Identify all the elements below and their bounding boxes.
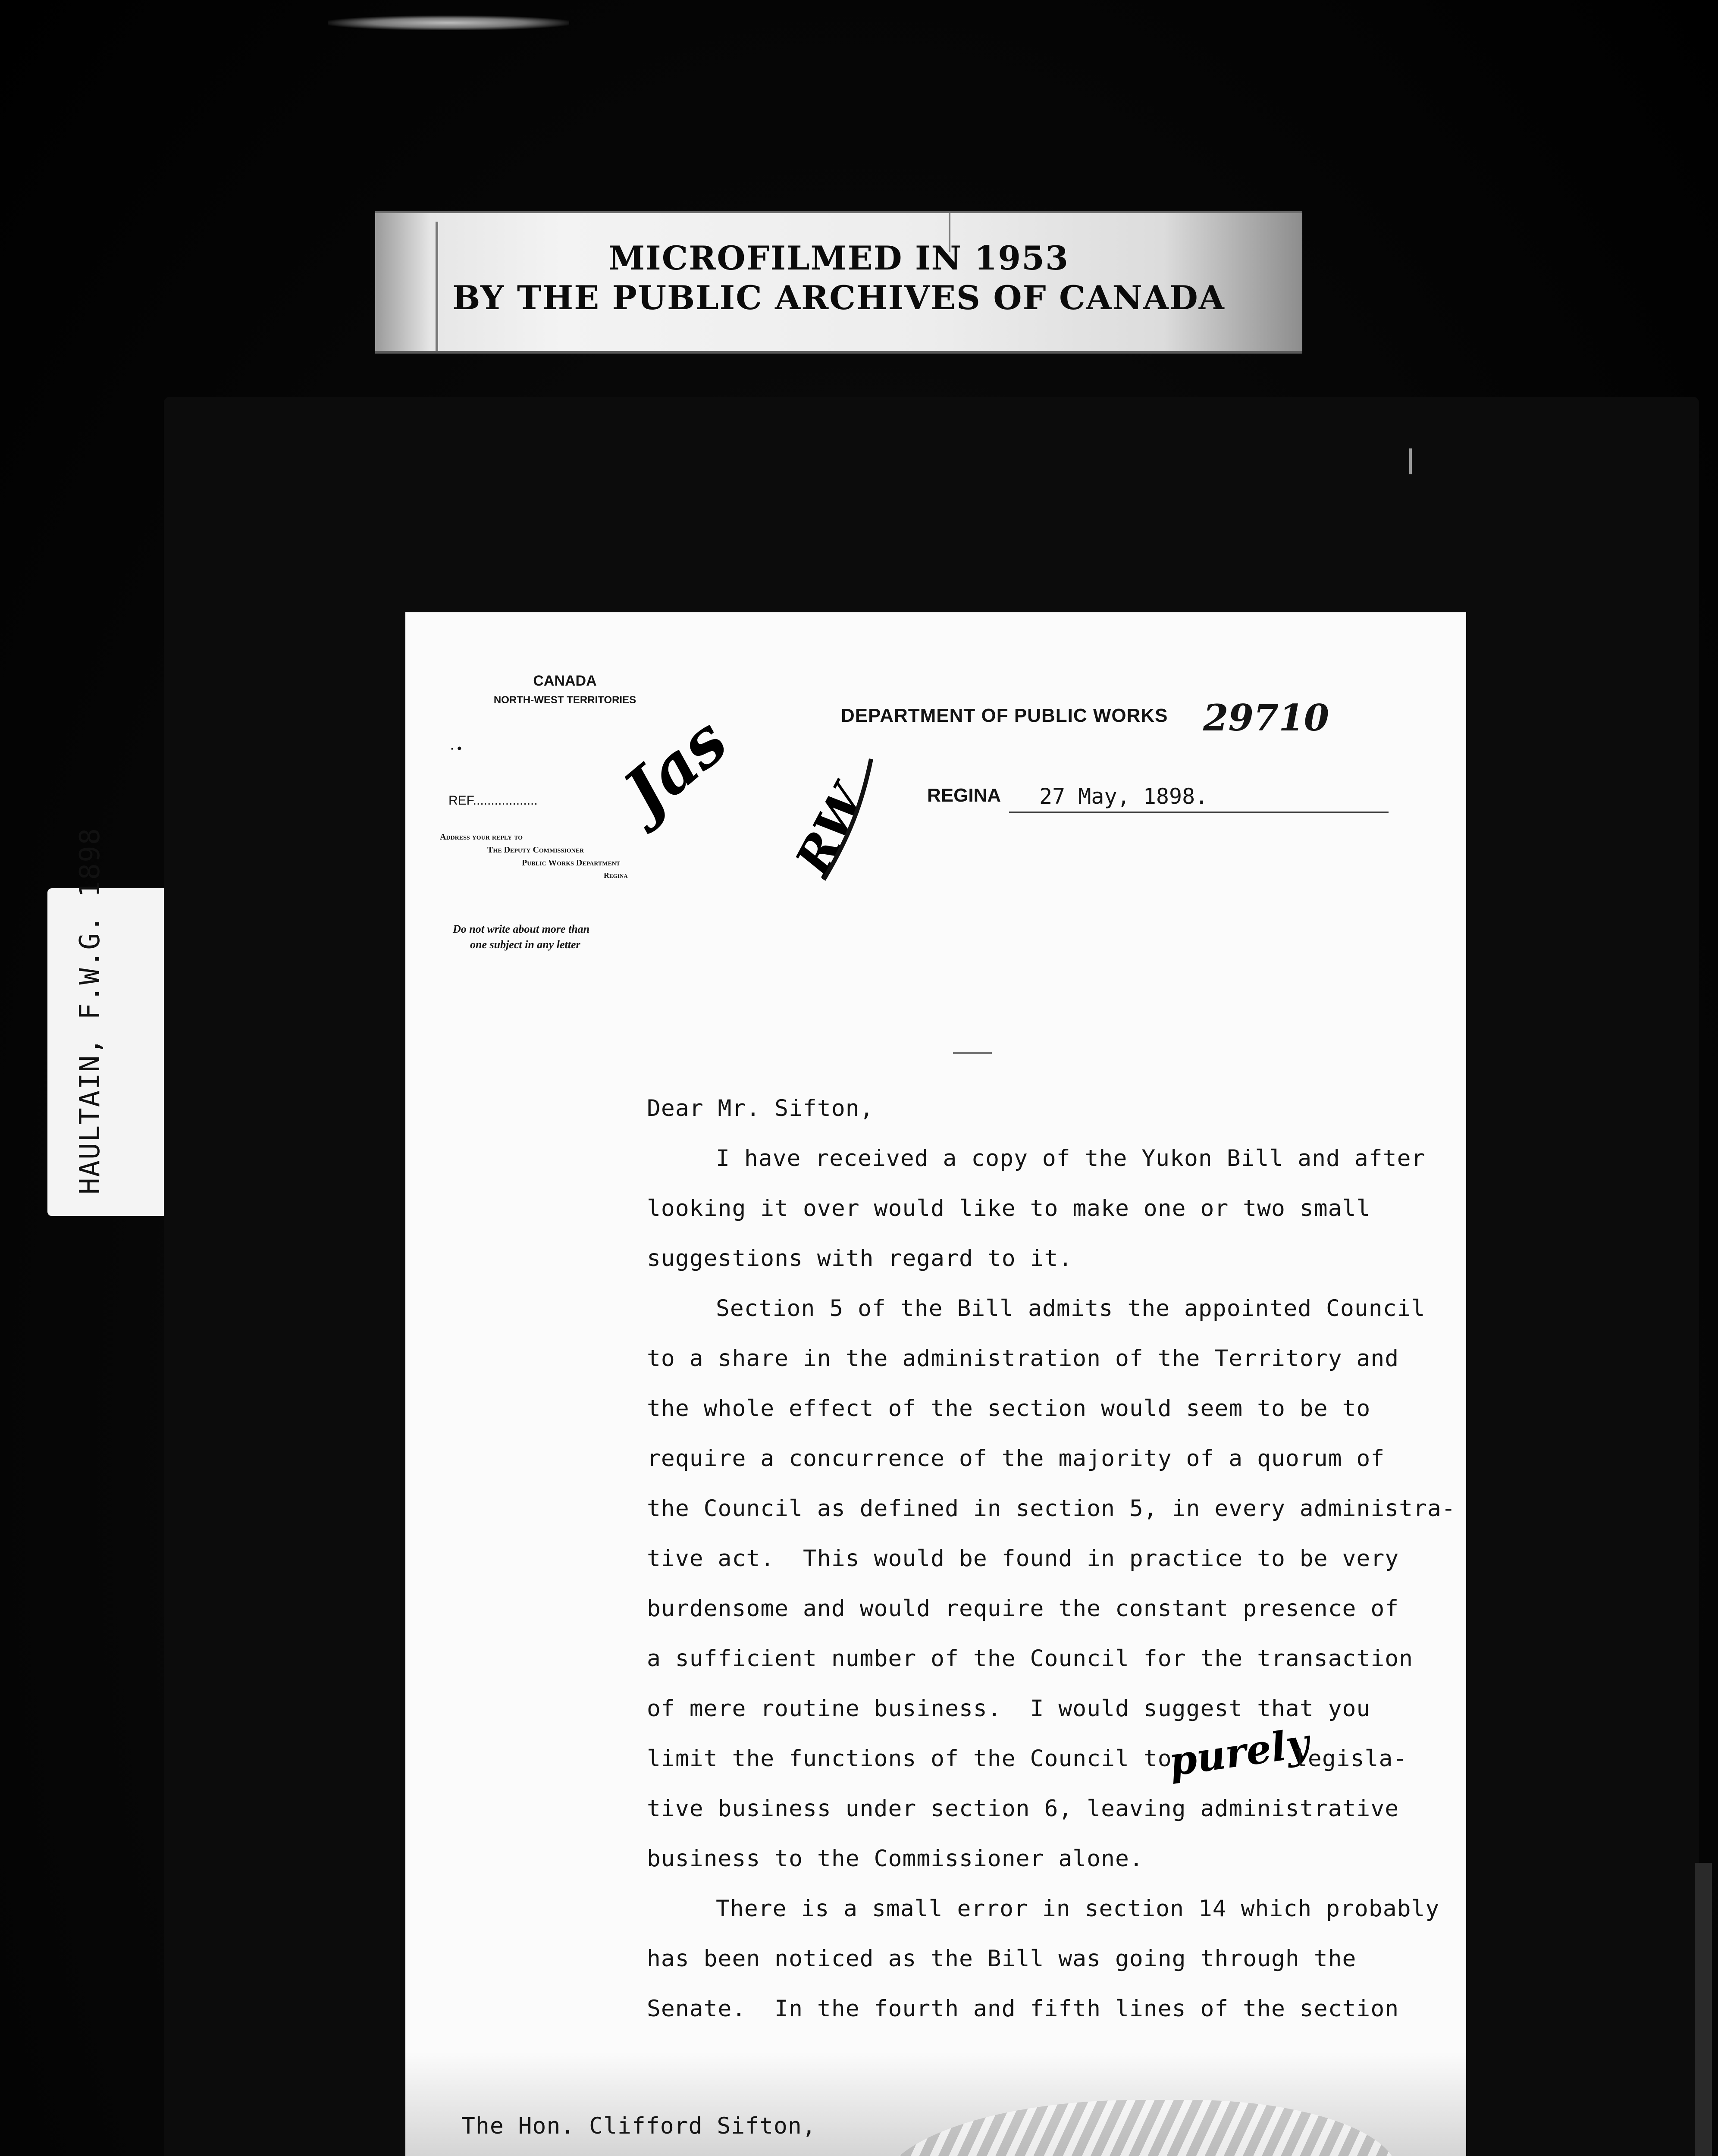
date-rule (1009, 812, 1389, 813)
body-line: suggestions with regard to it. (647, 1245, 1073, 1272)
salutation: Dear Mr. Sifton, (647, 1095, 874, 1122)
stamp-line-1: MICROFILMED IN 1953 (608, 239, 1069, 277)
body-line: of mere routine business. I would suggest that you (647, 1695, 1371, 1722)
stray-mark (953, 1052, 992, 1054)
stamp-line-2: BY THE PUBLIC ARCHIVES OF CANADA (452, 279, 1225, 317)
letterhead-note-2: one subject in any letter (470, 938, 580, 951)
body-line: legisla- (1294, 1745, 1408, 1772)
body-line: Senate. In the fourth and fifth lines of the section (647, 1996, 1399, 2022)
reply-line-2: The Deputy Commissioner (487, 845, 584, 855)
film-smudge (328, 16, 569, 30)
body-line: Section 5 of the Bill admits the appointed Council (716, 1295, 1426, 1322)
body-line: limit the functions of the Council to (647, 1745, 1172, 1772)
film-edge (1695, 1863, 1712, 2156)
place-label: REGINA (927, 785, 1001, 806)
letterhead-mark: ·• (448, 742, 463, 756)
handwritten-initials-1: Jas (609, 702, 742, 831)
reply-line-1: Address your reply to (440, 832, 523, 842)
handwritten-stroke (815, 755, 875, 884)
body-line: tive business under section 6, leaving administrative (647, 1796, 1399, 1822)
letterhead-territory: NORTH-WEST TERRITORIES (493, 694, 636, 706)
letter-date: 27 May, 1898. (1039, 784, 1208, 809)
body-line: tive act. This would be found in practice to be very (647, 1545, 1399, 1572)
body-line: business to the Commissioner alone. (647, 1846, 1144, 1872)
reply-line-4: Regina (604, 871, 628, 880)
department-name: DEPARTMENT OF PUBLIC WORKS (841, 705, 1168, 726)
microfilm-stamp (375, 211, 1302, 354)
letter-body (647, 1095, 1456, 2070)
file-tab-label: HAULTAIN, F.W.G. 1898 (74, 827, 106, 1194)
handwritten-insertion: purely (1166, 1719, 1312, 1786)
body-line: There is a small error in section 14 which probably (716, 1896, 1440, 1922)
body-line: a sufficient number of the Council for the transaction (647, 1645, 1414, 1672)
body-line: has been noticed as the Bill was going through the (647, 1946, 1357, 1972)
body-line: burdensome and would require the constant presence of (647, 1595, 1399, 1622)
letter-page (405, 612, 1466, 2156)
letterhead-note-1: Do not write about more than (453, 923, 590, 935)
file-number: 29710 (1203, 696, 1329, 739)
body-line: the whole effect of the section would seem to be to (647, 1395, 1371, 1422)
body-line: require a concurrence of the majority of a quorum of (647, 1445, 1385, 1472)
reply-line-3: Public Works Department (522, 858, 621, 868)
letterhead-ref: REF.................. (448, 793, 538, 808)
handwritten-initials-2: RW (784, 776, 877, 884)
body-line: to a share in the administration of the Territory and (647, 1345, 1399, 1372)
body-line: I have received a copy of the Yukon Bill and after (716, 1145, 1426, 1172)
body-line: looking it over would like to make one or two small (647, 1195, 1371, 1222)
film-scratch (1409, 448, 1412, 474)
letterhead-country: CANADA (533, 673, 597, 689)
body-line: the Council as defined in section 5, in every administra- (647, 1495, 1456, 1522)
addressee-line-1: The Hon. Clifford Sifton, (461, 2113, 816, 2139)
